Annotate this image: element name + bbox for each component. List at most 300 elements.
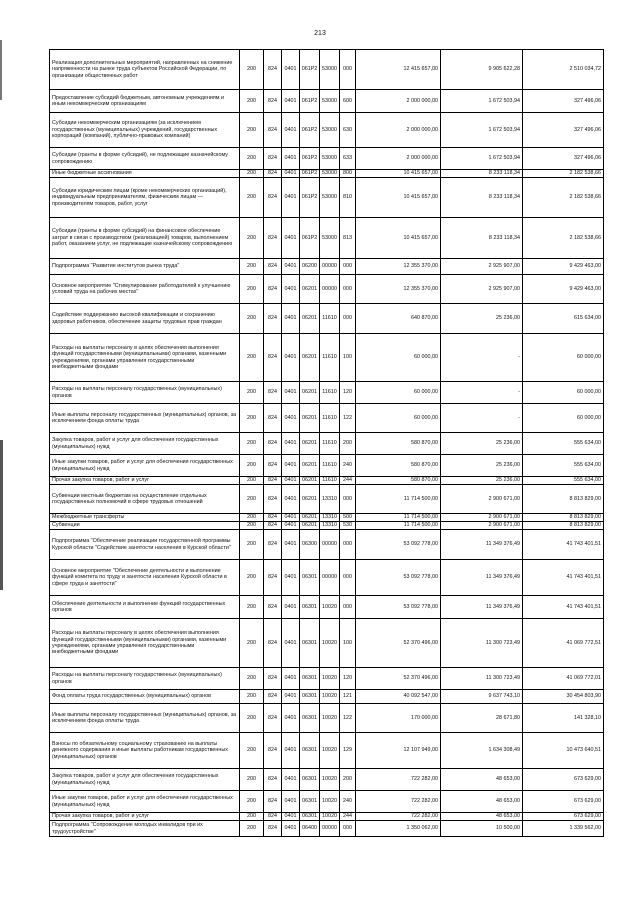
value-unexecuted: 60 000,00 <box>523 334 604 382</box>
code-program: 06201 <box>300 514 320 522</box>
code-program: 06301 <box>300 560 320 596</box>
code-ministry: 824 <box>264 382 282 404</box>
value-executed: 8 233 118,34 <box>441 178 523 218</box>
code-direction: 53000 <box>320 218 340 259</box>
row-name: Расходы на выплаты персоналу в целях обеспечения выполнения функций государственными (муниципальными) органами, казенными учреждениями, органами управления государственными внебюджетными фондами <box>50 619 240 668</box>
value-approved: 580 870,00 <box>356 433 441 455</box>
code-expense-type: 200 <box>340 433 356 455</box>
value-executed: 1 634 308,49 <box>441 733 523 769</box>
code-program: 06301 <box>300 733 320 769</box>
code-line: 200 <box>240 596 264 619</box>
code-direction: 00000 <box>320 530 340 560</box>
code-line: 200 <box>240 275 264 304</box>
code-direction: 13310 <box>320 522 340 530</box>
code-expense-type: 122 <box>340 704 356 733</box>
code-expense-type: 129 <box>340 733 356 769</box>
code-line: 200 <box>240 704 264 733</box>
value-unexecuted: 1 339 562,00 <box>523 821 604 837</box>
value-approved: 10 415 657,00 <box>356 170 441 178</box>
code-line: 200 <box>240 522 264 530</box>
code-section: 0401 <box>282 334 300 382</box>
value-executed: - <box>441 404 523 433</box>
value-executed: 2 900 671,00 <box>441 514 523 522</box>
code-ministry: 824 <box>264 733 282 769</box>
code-ministry: 824 <box>264 477 282 485</box>
value-unexecuted: 555 634,00 <box>523 477 604 485</box>
code-expense-type: 530 <box>340 522 356 530</box>
value-approved: 2 000 000,00 <box>356 90 441 113</box>
value-approved: 12 107 949,00 <box>356 733 441 769</box>
value-executed: 8 233 118,34 <box>441 218 523 259</box>
value-approved: 53 092 778,00 <box>356 560 441 596</box>
value-executed: 2 925 907,00 <box>441 259 523 275</box>
row-name: Прочая закупка товаров, работ и услуг <box>50 813 240 821</box>
value-approved: 10 415 657,00 <box>356 218 441 259</box>
code-line: 200 <box>240 404 264 433</box>
code-expense-type: 633 <box>340 148 356 170</box>
code-ministry: 824 <box>264 560 282 596</box>
code-section: 0401 <box>282 619 300 668</box>
value-approved: 580 870,00 <box>356 455 441 477</box>
code-ministry: 824 <box>264 514 282 522</box>
table-row <box>50 813 604 821</box>
code-program: 06201 <box>300 404 320 433</box>
value-unexecuted: 8 813 829,00 <box>523 522 604 530</box>
value-approved: 53 092 778,00 <box>356 530 441 560</box>
code-section: 0401 <box>282 90 300 113</box>
row-name: Иные выплаты персоналу государственных (муниципальных) органов, за исключением фонда оплаты труда <box>50 404 240 433</box>
code-ministry: 824 <box>264 275 282 304</box>
code-section: 0401 <box>282 477 300 485</box>
code-direction: 11610 <box>320 455 340 477</box>
code-ministry: 824 <box>264 404 282 433</box>
code-line: 200 <box>240 485 264 514</box>
code-program: 061Р2 <box>300 50 320 90</box>
value-unexecuted: 2 182 538,66 <box>523 178 604 218</box>
value-executed: 10 500,00 <box>441 821 523 837</box>
code-expense-type: 800 <box>340 170 356 178</box>
code-direction: 10020 <box>320 769 340 791</box>
row-name: Субсидии (гранты в форме субсидий), не подлежащие казначейскому сопровождению <box>50 148 240 170</box>
code-expense-type: 122 <box>340 404 356 433</box>
table-row <box>50 218 604 259</box>
code-program: 06301 <box>300 791 320 813</box>
value-approved: 53 092 778,00 <box>356 596 441 619</box>
row-name: Взносы по обязательному социальному страхованию на выплаты денежного содержания и иные выплаты работникам государственных (муниципальных) органов <box>50 733 240 769</box>
code-expense-type: 810 <box>340 178 356 218</box>
row-name: Основное мероприятие "Стимулирование работодателей к улучшению условий труда на рабочих местах" <box>50 275 240 304</box>
code-program: 06301 <box>300 813 320 821</box>
row-name: Закупка товаров, работ и услуг для обеспечения государственных (муниципальных) нужд <box>50 433 240 455</box>
code-program: 06201 <box>300 433 320 455</box>
value-approved: 40 092 547,00 <box>356 690 441 704</box>
page-number: 213 <box>314 30 326 37</box>
table-row <box>50 382 604 404</box>
budget-table <box>49 49 604 837</box>
code-program: 06201 <box>300 455 320 477</box>
value-executed: 11 349 376,49 <box>441 596 523 619</box>
code-program: 06201 <box>300 522 320 530</box>
code-line: 200 <box>240 668 264 690</box>
code-section: 0401 <box>282 455 300 477</box>
value-unexecuted: 60 000,00 <box>523 382 604 404</box>
row-name: Субвенции <box>50 522 240 530</box>
value-executed: 25 236,00 <box>441 433 523 455</box>
code-ministry: 824 <box>264 690 282 704</box>
code-line: 200 <box>240 690 264 704</box>
value-executed: 25 236,00 <box>441 455 523 477</box>
code-ministry: 824 <box>264 50 282 90</box>
code-expense-type: 000 <box>340 596 356 619</box>
value-approved: 60 000,00 <box>356 382 441 404</box>
code-expense-type: 240 <box>340 455 356 477</box>
table-row <box>50 113 604 148</box>
value-unexecuted: 8 813 829,00 <box>523 514 604 522</box>
code-ministry: 824 <box>264 485 282 514</box>
value-unexecuted: 555 634,00 <box>523 455 604 477</box>
value-executed: 1 672 503,94 <box>441 148 523 170</box>
code-expense-type: 600 <box>340 90 356 113</box>
code-ministry: 824 <box>264 769 282 791</box>
code-program: 061Р2 <box>300 90 320 113</box>
code-section: 0401 <box>282 522 300 530</box>
table-row <box>50 530 604 560</box>
code-ministry: 824 <box>264 304 282 334</box>
code-ministry: 824 <box>264 821 282 837</box>
row-name: Субсидии (гранты в форме субсидий) на финансовое обеспечение затрат в связи с производством (реализацией) товаров, выполнением работ, оказанием услуг, не подлежащие казначейскому сопровождению <box>50 218 240 259</box>
value-approved: 12 355 370,00 <box>356 259 441 275</box>
code-expense-type: 244 <box>340 477 356 485</box>
code-ministry: 824 <box>264 178 282 218</box>
row-name: Межбюджетные трансферты <box>50 514 240 522</box>
code-ministry: 824 <box>264 218 282 259</box>
row-name: Подпрограмма "Развитие институтов рынка труда" <box>50 259 240 275</box>
value-approved: 11 714 500,00 <box>356 514 441 522</box>
code-ministry: 824 <box>264 530 282 560</box>
code-section: 0401 <box>282 178 300 218</box>
row-name: Расходы на выплаты персоналу государственных (муниципальных) органов <box>50 668 240 690</box>
value-executed: 9 905 622,28 <box>441 50 523 90</box>
value-executed: 9 637 743,10 <box>441 690 523 704</box>
table-row <box>50 148 604 170</box>
code-expense-type: 000 <box>340 530 356 560</box>
value-approved: 640 870,00 <box>356 304 441 334</box>
table-row <box>50 304 604 334</box>
code-line: 200 <box>240 733 264 769</box>
table-row <box>50 733 604 769</box>
code-direction: 53000 <box>320 113 340 148</box>
code-ministry: 824 <box>264 113 282 148</box>
row-name: Предоставление субсидий бюджетным, автономным учреждениям и иным некоммерческим организациям <box>50 90 240 113</box>
value-unexecuted: 60 000,00 <box>523 404 604 433</box>
row-name: Подпрограмма "Сопровождение молодых инвалидов при их трудоустройстве" <box>50 821 240 837</box>
code-line: 200 <box>240 218 264 259</box>
code-section: 0401 <box>282 791 300 813</box>
value-unexecuted: 41 069 772,51 <box>523 619 604 668</box>
table-row <box>50 668 604 690</box>
value-unexecuted: 41 743 401,51 <box>523 596 604 619</box>
code-section: 0401 <box>282 514 300 522</box>
code-direction: 53000 <box>320 170 340 178</box>
code-line: 200 <box>240 791 264 813</box>
code-ministry: 824 <box>264 259 282 275</box>
table-row <box>50 560 604 596</box>
code-direction: 10020 <box>320 668 340 690</box>
code-ministry: 824 <box>264 791 282 813</box>
value-approved: 170 000,00 <box>356 704 441 733</box>
value-approved: 722 282,00 <box>356 769 441 791</box>
value-executed: 48 653,00 <box>441 769 523 791</box>
value-approved: 11 714 500,00 <box>356 485 441 514</box>
table-row <box>50 90 604 113</box>
code-program: 061Р2 <box>300 170 320 178</box>
value-approved: 12 415 657,00 <box>356 50 441 90</box>
value-executed: 2 925 907,00 <box>441 275 523 304</box>
row-name: Реализация дополнительных мероприятий, направленных на снижение напряженности на рынке труда субъектов Российской Федерации, по организации общественных работ <box>50 50 240 90</box>
table-row <box>50 791 604 813</box>
value-unexecuted: 41 743 401,51 <box>523 560 604 596</box>
value-unexecuted: 327 496,06 <box>523 148 604 170</box>
table-row <box>50 404 604 433</box>
code-program: 06201 <box>300 477 320 485</box>
code-line: 200 <box>240 477 264 485</box>
code-ministry: 824 <box>264 334 282 382</box>
code-direction: 10020 <box>320 596 340 619</box>
code-section: 0401 <box>282 113 300 148</box>
value-unexecuted: 8 813 829,00 <box>523 485 604 514</box>
code-expense-type: 100 <box>340 334 356 382</box>
code-line: 200 <box>240 178 264 218</box>
row-name: Субсидии юридическим лицам (кроме некоммерческих организаций), индивидуальным предпринимателям, физическим лицам — производителям товаров, работ, услуг <box>50 178 240 218</box>
code-program: 06201 <box>300 485 320 514</box>
value-unexecuted: 2 182 538,66 <box>523 218 604 259</box>
code-line: 200 <box>240 514 264 522</box>
scan-edge-mark <box>0 40 2 100</box>
row-name: Иные закупки товаров, работ и услуг для обеспечения государственных (муниципальных) нужд <box>50 455 240 477</box>
code-expense-type: 240 <box>340 791 356 813</box>
value-approved: 722 282,00 <box>356 813 441 821</box>
value-unexecuted: 673 629,00 <box>523 813 604 821</box>
code-direction: 11610 <box>320 404 340 433</box>
code-expense-type: 000 <box>340 259 356 275</box>
code-program: 06301 <box>300 596 320 619</box>
value-approved: 722 282,00 <box>356 791 441 813</box>
row-name: Основное мероприятие "Обеспечение деятельности и выполнение функций комитета по труду и занятости населения Курской области в сфере труда и занятости" <box>50 560 240 596</box>
code-line: 200 <box>240 304 264 334</box>
code-program: 06400 <box>300 821 320 837</box>
code-expense-type: 000 <box>340 304 356 334</box>
code-direction: 11610 <box>320 334 340 382</box>
code-section: 0401 <box>282 560 300 596</box>
code-line: 200 <box>240 90 264 113</box>
value-unexecuted: 327 496,06 <box>523 90 604 113</box>
code-section: 0401 <box>282 218 300 259</box>
row-name: Субвенции местным бюджетам на осуществление отдельных государственных полномочий в сфере трудовых отношений <box>50 485 240 514</box>
code-line: 200 <box>240 334 264 382</box>
value-executed: 1 672 503,94 <box>441 113 523 148</box>
code-section: 0401 <box>282 304 300 334</box>
table-row <box>50 514 604 522</box>
code-program: 06300 <box>300 530 320 560</box>
table-row <box>50 769 604 791</box>
code-ministry: 824 <box>264 522 282 530</box>
value-unexecuted: 673 629,00 <box>523 769 604 791</box>
code-line: 200 <box>240 813 264 821</box>
code-expense-type: 100 <box>340 619 356 668</box>
row-name: Иные закупки товаров, работ и услуг для обеспечения государственных (муниципальных) нужд <box>50 791 240 813</box>
code-expense-type: 120 <box>340 668 356 690</box>
code-program: 06301 <box>300 704 320 733</box>
value-unexecuted: 673 629,00 <box>523 791 604 813</box>
value-executed: 11 300 723,49 <box>441 619 523 668</box>
code-direction: 10020 <box>320 704 340 733</box>
value-approved: 580 870,00 <box>356 477 441 485</box>
value-unexecuted: 2 510 034,72 <box>523 50 604 90</box>
code-direction: 10020 <box>320 813 340 821</box>
value-approved: 52 370 496,00 <box>356 619 441 668</box>
code-program: 06301 <box>300 619 320 668</box>
row-name: Прочая закупка товаров, работ и услуг <box>50 477 240 485</box>
value-approved: 10 415 657,00 <box>356 178 441 218</box>
code-ministry: 824 <box>264 433 282 455</box>
value-approved: 1 350 062,00 <box>356 821 441 837</box>
scan-edge-mark <box>0 440 3 590</box>
code-direction: 00000 <box>320 821 340 837</box>
code-section: 0401 <box>282 259 300 275</box>
code-program: 06301 <box>300 769 320 791</box>
code-expense-type: 120 <box>340 382 356 404</box>
value-executed: 25 236,00 <box>441 304 523 334</box>
code-direction: 10020 <box>320 619 340 668</box>
row-name: Подпрограмма "Обеспечение реализации государственной программы Курской области "Содействие занятости населения в Курской области" <box>50 530 240 560</box>
code-expense-type: 000 <box>340 821 356 837</box>
code-program: 06201 <box>300 334 320 382</box>
code-section: 0401 <box>282 733 300 769</box>
row-name: Обеспечение деятельности и выполнение функций государственных органов <box>50 596 240 619</box>
code-ministry: 824 <box>264 668 282 690</box>
code-section: 0401 <box>282 769 300 791</box>
table-row <box>50 178 604 218</box>
value-unexecuted: 41 743 401,51 <box>523 530 604 560</box>
row-name: Расходы на выплаты персоналу в целях обеспечения выполнения функций государственными (муниципальными) органами, казенными учреждениями, органами управления государственными внебюджетными фондами <box>50 334 240 382</box>
code-direction: 10020 <box>320 791 340 813</box>
value-executed: 11 300 723,49 <box>441 668 523 690</box>
code-direction: 00000 <box>320 275 340 304</box>
table-row <box>50 821 604 837</box>
value-executed: 48 653,00 <box>441 791 523 813</box>
row-name: Закупка товаров, работ и услуг для обеспечения государственных (муниципальных) нужд <box>50 769 240 791</box>
code-program: 061Р2 <box>300 178 320 218</box>
code-program: 06201 <box>300 382 320 404</box>
code-program: 061Р2 <box>300 148 320 170</box>
code-section: 0401 <box>282 821 300 837</box>
code-direction: 10020 <box>320 733 340 769</box>
code-ministry: 824 <box>264 813 282 821</box>
value-unexecuted: 9 429 463,00 <box>523 259 604 275</box>
code-expense-type: 000 <box>340 560 356 596</box>
code-section: 0401 <box>282 275 300 304</box>
code-direction: 53000 <box>320 90 340 113</box>
value-approved: 52 370 496,00 <box>356 668 441 690</box>
code-section: 0401 <box>282 813 300 821</box>
code-line: 200 <box>240 530 264 560</box>
code-line: 200 <box>240 382 264 404</box>
table-row <box>50 50 604 90</box>
code-direction: 53000 <box>320 148 340 170</box>
code-line: 200 <box>240 619 264 668</box>
value-executed: 1 672 503,94 <box>441 90 523 113</box>
value-executed: 8 233 118,34 <box>441 170 523 178</box>
code-line: 200 <box>240 259 264 275</box>
code-expense-type: 000 <box>340 275 356 304</box>
code-direction: 11610 <box>320 433 340 455</box>
value-approved: 60 000,00 <box>356 334 441 382</box>
code-line: 200 <box>240 560 264 596</box>
table-row <box>50 596 604 619</box>
value-unexecuted: 141 328,10 <box>523 704 604 733</box>
code-direction: 10020 <box>320 690 340 704</box>
value-executed: 2 900 671,00 <box>441 522 523 530</box>
code-direction: 11610 <box>320 477 340 485</box>
code-section: 0401 <box>282 530 300 560</box>
code-program: 061Р2 <box>300 218 320 259</box>
code-direction: 53000 <box>320 50 340 90</box>
table-row <box>50 259 604 275</box>
code-line: 200 <box>240 170 264 178</box>
code-expense-type: 813 <box>340 218 356 259</box>
value-executed: - <box>441 334 523 382</box>
table-row <box>50 485 604 514</box>
table-row <box>50 477 604 485</box>
value-executed: 25 236,00 <box>441 477 523 485</box>
code-direction: 00000 <box>320 560 340 596</box>
value-unexecuted: 10 473 640,51 <box>523 733 604 769</box>
value-unexecuted: 9 429 463,00 <box>523 275 604 304</box>
code-section: 0401 <box>282 170 300 178</box>
table-row <box>50 522 604 530</box>
code-section: 0401 <box>282 704 300 733</box>
code-program: 06200 <box>300 259 320 275</box>
code-ministry: 824 <box>264 704 282 733</box>
value-executed: - <box>441 382 523 404</box>
code-direction: 53000 <box>320 178 340 218</box>
value-unexecuted: 615 634,00 <box>523 304 604 334</box>
value-executed: 11 349 376,49 <box>441 530 523 560</box>
code-line: 200 <box>240 769 264 791</box>
table-row <box>50 334 604 382</box>
row-name: Иные бюджетные ассигнования <box>50 170 240 178</box>
table-row <box>50 433 604 455</box>
value-approved: 60 000,00 <box>356 404 441 433</box>
code-direction: 11610 <box>320 382 340 404</box>
table-row <box>50 455 604 477</box>
code-line: 200 <box>240 113 264 148</box>
value-unexecuted: 2 182 538,66 <box>523 170 604 178</box>
row-name: Фонд оплаты труда государственных (муниципальных) органов <box>50 690 240 704</box>
value-executed: 2 900 671,00 <box>441 485 523 514</box>
value-approved: 11 714 500,00 <box>356 522 441 530</box>
row-name: Субсидии некоммерческим организациям (за исключением государственных (муниципальных) учреждений, государственных корпораций (компаний), публично-правовых компаний) <box>50 113 240 148</box>
code-expense-type: 500 <box>340 514 356 522</box>
code-ministry: 824 <box>264 455 282 477</box>
code-program: 06201 <box>300 304 320 334</box>
table-row <box>50 704 604 733</box>
code-direction: 13310 <box>320 514 340 522</box>
code-expense-type: 000 <box>340 50 356 90</box>
code-program: 061Р2 <box>300 113 320 148</box>
code-line: 200 <box>240 148 264 170</box>
code-section: 0401 <box>282 404 300 433</box>
